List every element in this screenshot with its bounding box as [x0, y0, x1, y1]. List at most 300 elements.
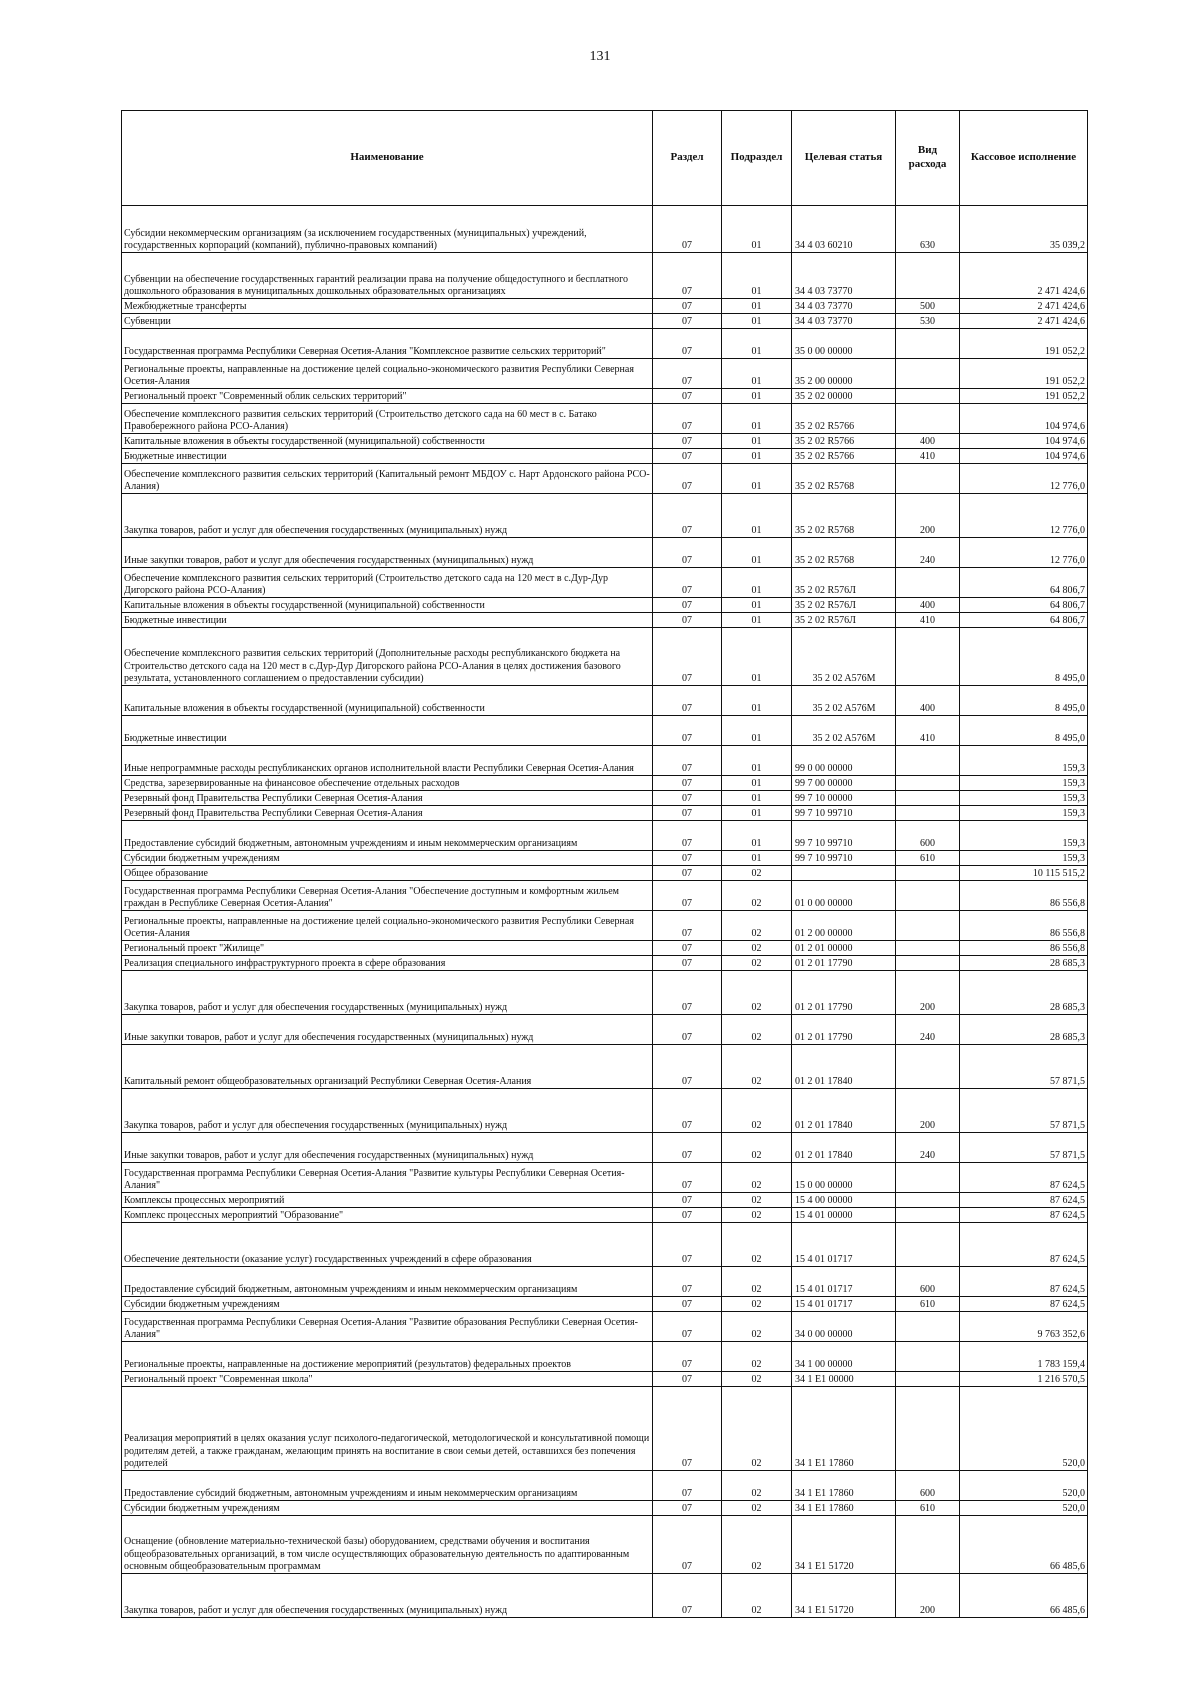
cell-vid: 600 — [896, 1471, 960, 1501]
table-row — [122, 1267, 1088, 1297]
cell-razdel: 07 — [653, 538, 722, 568]
table-row — [122, 359, 1088, 389]
table-row — [122, 314, 1088, 329]
cell-podr: 02 — [722, 941, 792, 956]
cell-razdel: 07 — [653, 1059, 722, 1089]
cell-podr: 01 — [722, 746, 792, 776]
cell-podr: 01 — [722, 716, 792, 746]
table-row — [122, 598, 1088, 613]
cell-razdel: 07 — [653, 791, 722, 806]
cell-vid: 610 — [896, 851, 960, 866]
cell-podr: 02 — [722, 1267, 792, 1297]
spacer-cell — [653, 1223, 722, 1237]
spacer-cell — [960, 1223, 1088, 1237]
cell-name: Средства, зарезервированные на финансовое обеспечение отдельных расходов — [122, 776, 653, 791]
cell-name: Комплексы процессных мероприятий — [122, 1193, 653, 1208]
cell-cs: 34 1 E1 17860 — [792, 1501, 896, 1516]
cell-podr: 02 — [722, 1297, 792, 1312]
cell-name: Обеспечение комплексного развития сельских территорий (Капитальный ремонт МБДОУ с. Нарт Ардонского района РСО-Алания) — [122, 464, 653, 494]
cell-podr: 02 — [722, 911, 792, 941]
cell-kass: 57 871,5 — [960, 1133, 1088, 1163]
cell-cs: 34 1 00 00000 — [792, 1342, 896, 1372]
table-row — [122, 866, 1088, 881]
header-name: Наименование — [122, 111, 653, 206]
cell-podr: 02 — [722, 1588, 792, 1618]
cell-kass: 86 556,8 — [960, 941, 1088, 956]
table-header — [122, 111, 1088, 206]
cell-podr: 01 — [722, 359, 792, 389]
table-row — [122, 538, 1088, 568]
spacer-cell — [960, 1089, 1088, 1103]
cell-razdel: 07 — [653, 1588, 722, 1618]
cell-kass: 64 806,7 — [960, 568, 1088, 598]
cell-podr: 02 — [722, 1208, 792, 1223]
cell-cs: 34 1 E1 00000 — [792, 1372, 896, 1387]
cell-cs: 35 2 02 R5768 — [792, 508, 896, 538]
table-row — [122, 1372, 1088, 1387]
cell-vid — [896, 329, 960, 359]
cell-vid — [896, 359, 960, 389]
cell-vid — [896, 1163, 960, 1193]
spacer-row — [122, 1574, 1088, 1588]
cell-name: Капитальный ремонт общеобразовательных организаций Республики Северная Осетия-Алания — [122, 1059, 653, 1089]
cell-podr: 01 — [722, 389, 792, 404]
cell-kass: 64 806,7 — [960, 613, 1088, 628]
cell-vid — [896, 464, 960, 494]
cell-podr: 02 — [722, 1471, 792, 1501]
cell-podr: 01 — [722, 806, 792, 821]
cell-kass: 28 685,3 — [960, 956, 1088, 971]
cell-name: Региональные проекты, направленные на достижение целей социально-экономического развития Республики Северная Осетия-Алания — [122, 359, 653, 389]
table-row — [122, 1342, 1088, 1372]
spacer-cell — [896, 1387, 960, 1413]
cell-cs: 35 2 02 R5766 — [792, 434, 896, 449]
cell-cs: 35 2 02 R5768 — [792, 538, 896, 568]
cell-vid — [896, 1516, 960, 1574]
spacer-cell — [792, 971, 896, 985]
table-row — [122, 851, 1088, 866]
cell-cs: 99 7 10 99710 — [792, 806, 896, 821]
cell-podr: 01 — [722, 851, 792, 866]
cell-razdel: 07 — [653, 746, 722, 776]
table-row — [122, 1516, 1088, 1574]
cell-podr: 01 — [722, 613, 792, 628]
cell-name: Реализация специального инфраструктурного проекта в сфере образования — [122, 956, 653, 971]
spacer-cell — [896, 971, 960, 985]
cell-kass: 191 052,2 — [960, 329, 1088, 359]
cell-podr: 01 — [722, 598, 792, 613]
cell-name: Региональные проекты, направленные на достижение мероприятий (результатов) федеральных проектов — [122, 1342, 653, 1372]
cell-razdel: 07 — [653, 806, 722, 821]
cell-podr: 02 — [722, 881, 792, 911]
cell-cs: 35 2 02 R5766 — [792, 449, 896, 464]
cell-podr: 01 — [722, 253, 792, 299]
cell-name: Оснащение (обновление материально-технической базы) оборудованием, средствами обучения и воспитания общеобразовательных организаций, в том числе осуществляющих образовательную деятельность по адаптированным основным общеобразовательным программам — [122, 1516, 653, 1574]
table-row — [122, 1471, 1088, 1501]
cell-podr: 02 — [722, 1059, 792, 1089]
cell-podr: 01 — [722, 686, 792, 716]
cell-razdel: 07 — [653, 1103, 722, 1133]
cell-name: Комплекс процессных мероприятий "Образование" — [122, 1208, 653, 1223]
cell-kass: 159,3 — [960, 821, 1088, 851]
table-row — [122, 464, 1088, 494]
cell-podr: 01 — [722, 628, 792, 686]
cell-name: Субсидии бюджетным учреждениям — [122, 1297, 653, 1312]
cell-cs: 01 2 01 17840 — [792, 1133, 896, 1163]
table-row — [122, 299, 1088, 314]
cell-kass: 104 974,6 — [960, 404, 1088, 434]
cell-razdel: 07 — [653, 434, 722, 449]
cell-razdel: 07 — [653, 941, 722, 956]
table-row — [122, 716, 1088, 746]
cell-razdel: 07 — [653, 329, 722, 359]
cell-vid: 610 — [896, 1501, 960, 1516]
spacer-row — [122, 1387, 1088, 1413]
cell-cs: 34 0 00 00000 — [792, 1312, 896, 1342]
cell-cs: 35 2 02 R5768 — [792, 464, 896, 494]
cell-podr: 01 — [722, 464, 792, 494]
cell-cs: 15 4 01 01717 — [792, 1237, 896, 1267]
cell-cs: 35 0 00 00000 — [792, 329, 896, 359]
cell-razdel: 07 — [653, 613, 722, 628]
cell-kass: 159,3 — [960, 791, 1088, 806]
cell-podr: 01 — [722, 404, 792, 434]
cell-vid — [896, 1413, 960, 1471]
spacer-cell — [722, 1574, 792, 1588]
cell-cs: 35 2 00 00000 — [792, 359, 896, 389]
cell-vid: 200 — [896, 508, 960, 538]
cell-podr: 02 — [722, 1501, 792, 1516]
cell-kass: 86 556,8 — [960, 881, 1088, 911]
cell-name: Иные закупки товаров, работ и услуг для обеспечения государственных (муниципальных) нужд — [122, 538, 653, 568]
spacer-row — [122, 1045, 1088, 1059]
cell-cs: 15 4 01 01717 — [792, 1297, 896, 1312]
cell-podr: 02 — [722, 1193, 792, 1208]
cell-name: Иные непрограммные расходы республиканских органов исполнительной власти Республики Северная Осетия-Алания — [122, 746, 653, 776]
cell-name: Субвенции — [122, 314, 653, 329]
cell-razdel: 07 — [653, 598, 722, 613]
table-row — [122, 881, 1088, 911]
cell-cs: 99 7 00 00000 — [792, 776, 896, 791]
cell-name: Региональный проект "Жилище" — [122, 941, 653, 956]
cell-razdel: 07 — [653, 716, 722, 746]
cell-razdel: 07 — [653, 911, 722, 941]
spacer-cell — [896, 1045, 960, 1059]
header-cs: Целевая статья — [792, 111, 896, 206]
cell-razdel: 07 — [653, 1133, 722, 1163]
spacer-cell — [653, 494, 722, 508]
cell-kass: 64 806,7 — [960, 598, 1088, 613]
cell-name: Региональный проект "Современная школа" — [122, 1372, 653, 1387]
cell-kass: 86 556,8 — [960, 911, 1088, 941]
cell-name: Резервный фонд Правительства Республики Северная Осетия-Алания — [122, 806, 653, 821]
cell-razdel: 07 — [653, 821, 722, 851]
cell-vid — [896, 1237, 960, 1267]
cell-name: Государственная программа Республики Северная Осетия-Алания "Развитие образования Республики Северная Осетия-Алания" — [122, 1312, 653, 1342]
table-row — [122, 806, 1088, 821]
cell-name: Государственная программа Республики Северная Осетия-Алания "Развитие культуры Республики Северная Осетия-Алания" — [122, 1163, 653, 1193]
spacer-cell — [960, 971, 1088, 985]
cell-name: Межбюджетные трансферты — [122, 299, 653, 314]
cell-kass: 87 624,5 — [960, 1163, 1088, 1193]
cell-razdel: 07 — [653, 464, 722, 494]
cell-name: Государственная программа Республики Северная Осетия-Алания "Комплексное развитие сельских территорий" — [122, 329, 653, 359]
spacer-cell — [722, 1387, 792, 1413]
spacer-cell — [722, 1045, 792, 1059]
cell-cs: 35 2 02 R576Л — [792, 568, 896, 598]
cell-podr: 02 — [722, 1015, 792, 1045]
cell-name: Субсидии бюджетным учреждениям — [122, 851, 653, 866]
table-row — [122, 1193, 1088, 1208]
spacer-cell — [122, 1223, 653, 1237]
cell-name: Закупка товаров, работ и услуг для обеспечения государственных (муниципальных) нужд — [122, 1103, 653, 1133]
table-row — [122, 628, 1088, 686]
cell-vid: 200 — [896, 1588, 960, 1618]
table-row — [122, 613, 1088, 628]
spacer-cell — [122, 971, 653, 985]
spacer-cell — [960, 494, 1088, 508]
cell-cs: 34 4 03 73770 — [792, 253, 896, 299]
cell-podr: 01 — [722, 568, 792, 598]
cell-kass: 8 495,0 — [960, 628, 1088, 686]
cell-name: Государственная программа Республики Северная Осетия-Алания "Обеспечение доступным и комфортным жильем граждан в Республике Северная Осетия-Алания" — [122, 881, 653, 911]
cell-vid: 410 — [896, 613, 960, 628]
cell-kass: 66 485,6 — [960, 1588, 1088, 1618]
spacer-cell — [653, 206, 722, 220]
cell-kass: 57 871,5 — [960, 1059, 1088, 1089]
spacer-cell — [792, 1223, 896, 1237]
spacer-cell — [653, 1045, 722, 1059]
cell-vid — [896, 881, 960, 911]
cell-name: Обеспечение деятельности (оказание услуг) государственных учреждений в сфере образования — [122, 1237, 653, 1267]
cell-vid: 400 — [896, 434, 960, 449]
table-body — [122, 206, 1088, 1618]
cell-vid — [896, 1312, 960, 1342]
cell-razdel: 07 — [653, 866, 722, 881]
cell-cs: 15 4 01 01717 — [792, 1267, 896, 1297]
cell-name: Предоставление субсидий бюджетным, автономным учреждениям и иным некоммерческим организациям — [122, 1471, 653, 1501]
cell-cs: 01 2 01 17840 — [792, 1103, 896, 1133]
spacer-cell — [122, 1045, 653, 1059]
table-row — [122, 568, 1088, 598]
cell-podr: 02 — [722, 866, 792, 881]
table-row — [122, 389, 1088, 404]
cell-podr: 02 — [722, 1237, 792, 1267]
cell-kass: 2 471 424,6 — [960, 253, 1088, 299]
cell-razdel: 07 — [653, 449, 722, 464]
cell-cs — [792, 866, 896, 881]
cell-cs: 34 4 03 73770 — [792, 299, 896, 314]
cell-name: Субвенции на обеспечение государственных гарантий реализации права на получение общедоступного и бесплатного дошкольного образования в муниципальных дошкольных образовательных организациях — [122, 253, 653, 299]
cell-podr: 01 — [722, 791, 792, 806]
table-row — [122, 1588, 1088, 1618]
cell-kass: 8 495,0 — [960, 716, 1088, 746]
cell-podr: 01 — [722, 329, 792, 359]
spacer-row — [122, 206, 1088, 220]
cell-kass: 87 624,5 — [960, 1193, 1088, 1208]
cell-vid: 630 — [896, 220, 960, 253]
cell-name: Предоставление субсидий бюджетным, автономным учреждениям и иным некоммерческим организациям — [122, 1267, 653, 1297]
spacer-cell — [122, 1387, 653, 1413]
cell-cs: 01 2 01 00000 — [792, 941, 896, 956]
cell-vid — [896, 941, 960, 956]
budget-table-container — [121, 110, 1087, 1618]
cell-razdel: 07 — [653, 881, 722, 911]
cell-cs: 15 4 01 00000 — [792, 1208, 896, 1223]
cell-vid — [896, 568, 960, 598]
cell-vid: 200 — [896, 1103, 960, 1133]
cell-kass: 159,3 — [960, 776, 1088, 791]
table-row — [122, 791, 1088, 806]
page-number: 131 — [589, 49, 611, 64]
cell-kass: 520,0 — [960, 1413, 1088, 1471]
cell-vid: 610 — [896, 1297, 960, 1312]
header-kass: Кассовое исполнение — [960, 111, 1088, 206]
cell-vid — [896, 1372, 960, 1387]
cell-podr: 02 — [722, 1342, 792, 1372]
cell-kass: 87 624,5 — [960, 1208, 1088, 1223]
cell-kass: 520,0 — [960, 1471, 1088, 1501]
cell-kass: 12 776,0 — [960, 508, 1088, 538]
cell-cs: 35 2 02 R576Л — [792, 598, 896, 613]
cell-name: Реализация мероприятий в целях оказания услуг психолого-педагогической, методологической и консультативной помощи родителям детей, а также гражданам, желающим принять на воспитание в свои семьи детей, оставшихся без попечения родителей — [122, 1413, 653, 1471]
cell-cs: 35 2 02 R5766 — [792, 404, 896, 434]
table-row — [122, 404, 1088, 434]
spacer-cell — [722, 1089, 792, 1103]
cell-razdel: 07 — [653, 1342, 722, 1372]
spacer-cell — [722, 971, 792, 985]
cell-cs: 01 2 01 17790 — [792, 985, 896, 1015]
cell-vid: 410 — [896, 716, 960, 746]
cell-kass: 104 974,6 — [960, 449, 1088, 464]
cell-razdel: 07 — [653, 1297, 722, 1312]
cell-kass: 159,3 — [960, 851, 1088, 866]
cell-razdel: 07 — [653, 404, 722, 434]
cell-name: Региональный проект "Современный облик сельских территорий" — [122, 389, 653, 404]
cell-vid — [896, 806, 960, 821]
spacer-cell — [792, 1089, 896, 1103]
spacer-cell — [792, 494, 896, 508]
cell-name: Бюджетные инвестиции — [122, 449, 653, 464]
cell-name: Капитальные вложения в объекты государственной (муниципальной) собственности — [122, 686, 653, 716]
cell-vid — [896, 1208, 960, 1223]
cell-razdel: 07 — [653, 776, 722, 791]
table-row — [122, 821, 1088, 851]
spacer-cell — [960, 1387, 1088, 1413]
cell-vid — [896, 776, 960, 791]
spacer-cell — [122, 1574, 653, 1588]
cell-podr: 01 — [722, 776, 792, 791]
cell-cs: 99 7 10 00000 — [792, 791, 896, 806]
cell-cs: 01 2 00 00000 — [792, 911, 896, 941]
cell-podr: 02 — [722, 1413, 792, 1471]
spacer-cell — [792, 1045, 896, 1059]
table-row — [122, 1297, 1088, 1312]
table-row — [122, 434, 1088, 449]
table-row — [122, 911, 1088, 941]
cell-podr: 02 — [722, 956, 792, 971]
cell-name: Закупка товаров, работ и услуг для обеспечения государственных (муниципальных) нужд — [122, 1588, 653, 1618]
spacer-cell — [896, 1089, 960, 1103]
spacer-cell — [653, 1089, 722, 1103]
cell-razdel: 07 — [653, 1372, 722, 1387]
cell-kass: 87 624,5 — [960, 1267, 1088, 1297]
cell-name: Иные закупки товаров, работ и услуг для обеспечения государственных (муниципальных) нужд — [122, 1133, 653, 1163]
cell-razdel: 07 — [653, 1237, 722, 1267]
cell-razdel: 07 — [653, 1163, 722, 1193]
cell-razdel: 07 — [653, 314, 722, 329]
cell-podr: 02 — [722, 1103, 792, 1133]
cell-vid — [896, 389, 960, 404]
cell-cs: 35 2 02 A576M — [792, 628, 896, 686]
cell-vid — [896, 791, 960, 806]
table-row — [122, 253, 1088, 299]
cell-razdel: 07 — [653, 628, 722, 686]
cell-kass: 159,3 — [960, 746, 1088, 776]
cell-vid: 600 — [896, 1267, 960, 1297]
cell-cs: 01 2 01 17840 — [792, 1059, 896, 1089]
cell-podr: 02 — [722, 1516, 792, 1574]
table-row — [122, 449, 1088, 464]
cell-name: Иные закупки товаров, работ и услуг для обеспечения государственных (муниципальных) нужд — [122, 1015, 653, 1045]
cell-kass: 66 485,6 — [960, 1516, 1088, 1574]
cell-razdel: 07 — [653, 1208, 722, 1223]
cell-kass: 8 495,0 — [960, 686, 1088, 716]
spacer-cell — [960, 206, 1088, 220]
cell-name: Резервный фонд Правительства Республики Северная Осетия-Алания — [122, 791, 653, 806]
cell-vid — [896, 628, 960, 686]
table-row — [122, 220, 1088, 253]
spacer-cell — [792, 1387, 896, 1413]
cell-razdel: 07 — [653, 1267, 722, 1297]
spacer-row — [122, 494, 1088, 508]
cell-kass: 9 763 352,6 — [960, 1312, 1088, 1342]
table-row — [122, 1208, 1088, 1223]
cell-name: Закупка товаров, работ и услуг для обеспечения государственных (муниципальных) нужд — [122, 985, 653, 1015]
table-row — [122, 1413, 1088, 1471]
cell-razdel: 07 — [653, 1193, 722, 1208]
cell-kass: 191 052,2 — [960, 359, 1088, 389]
cell-vid — [896, 1059, 960, 1089]
table-row — [122, 1163, 1088, 1193]
cell-name: Капитальные вложения в объекты государственной (муниципальной) собственности — [122, 434, 653, 449]
table-row — [122, 776, 1088, 791]
table-row — [122, 329, 1088, 359]
cell-razdel: 07 — [653, 1471, 722, 1501]
cell-cs: 15 0 00 00000 — [792, 1163, 896, 1193]
cell-razdel: 07 — [653, 851, 722, 866]
cell-cs: 99 7 10 99710 — [792, 821, 896, 851]
table-row — [122, 1501, 1088, 1516]
cell-razdel: 07 — [653, 1516, 722, 1574]
cell-cs: 01 2 01 17790 — [792, 956, 896, 971]
spacer-cell — [792, 1574, 896, 1588]
cell-podr: 01 — [722, 538, 792, 568]
spacer-cell — [122, 206, 653, 220]
cell-razdel: 07 — [653, 1015, 722, 1045]
cell-podr: 01 — [722, 449, 792, 464]
cell-vid: 240 — [896, 1015, 960, 1045]
cell-cs: 34 1 E1 17860 — [792, 1413, 896, 1471]
cell-vid: 410 — [896, 449, 960, 464]
table-row — [122, 985, 1088, 1015]
table-row — [122, 1059, 1088, 1089]
cell-vid: 530 — [896, 314, 960, 329]
cell-vid: 200 — [896, 985, 960, 1015]
cell-name: Бюджетные инвестиции — [122, 716, 653, 746]
cell-kass: 2 471 424,6 — [960, 299, 1088, 314]
table-row — [122, 1133, 1088, 1163]
